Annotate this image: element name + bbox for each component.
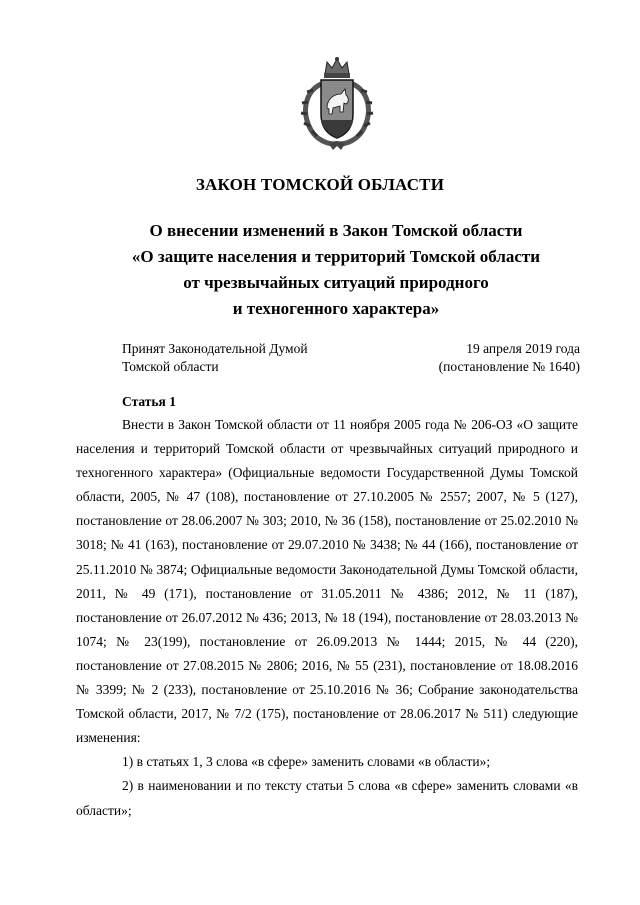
subtitle-line: от чрезвычайных ситуаций природного (183, 273, 489, 292)
article-heading: Статья 1 (122, 394, 176, 409)
adopted-by-line: Томской области (122, 359, 219, 374)
law-subtitle (60, 218, 612, 322)
subtitle-line: О внесении изменений в Закон Томской области (149, 221, 523, 240)
law-title: ЗАКОН ТОМСКОЙ ОБЛАСТИ (195, 175, 445, 194)
tomsk-oblast-coat-of-arms-icon (291, 56, 383, 152)
adopted-by-line: Принят Законодательной Думой (122, 341, 308, 356)
article-item-paragraph: 2) в наименовании и по тексту статьи 5 слова «в сфере» заменить словами «в области»; (76, 778, 578, 818)
resolution-number: (постановление № 1640) (438, 359, 580, 374)
subtitle-line: «О защите населения и территорий Томской области (131, 247, 541, 266)
subtitle-line: и техногенного характера» (232, 299, 440, 318)
adopted-by (122, 340, 308, 376)
article-body (76, 413, 578, 823)
article-intro-paragraph: Внести в Закон Томской области от 11 ноября 2005 года № 206-ОЗ «О защите населения и территорий Томской области от чрезвычайных ситуаций природного и техногенного характера» (Официальные ведомости Государственной Думы Томской области, 2005, № 47 (108), постановление от 27.10.2005 № 2557; 2007, № 5 (127), постановление от 28.06.2007 № 303; 2010, № 36 (158), постановление от 25.02.2010 № 3018; № 41 (163), постановление от 29.07.2010 № 3438; № 44 (166), постановление от 25.11.2010 № 3874; Официальные ведомости Законодательной Думы Томской области, 2011, № 49 (171), постановление от 31.05.2011 № 4386; 2012, № 11 (187), постановление от 26.07.2012 № 436; 2013, № 18 (194), постановление от 28.03.2013 № 1074; № 23(199), постановление от 26.09.2013 № 1444; 2015, № 44 (220), постановление от 27.08.2015 № 2806; 2016, № 55 (231), постановление от 18.08.2016 № 3399; № 2 (233), постановление от 25.10.2016 № 36; Собрание законодательства Томской области, 2017, № 7/2 (175), постановление от 28.06.2017 № 511) следующие изменения: (76, 417, 578, 746)
adoption-date: 19 апреля 2019 года (466, 341, 580, 356)
adoption-date-block (439, 340, 580, 376)
article-item-paragraph: 1) в статьях 1, 3 слова «в сфере» заменить словами «в области»; (122, 754, 491, 770)
